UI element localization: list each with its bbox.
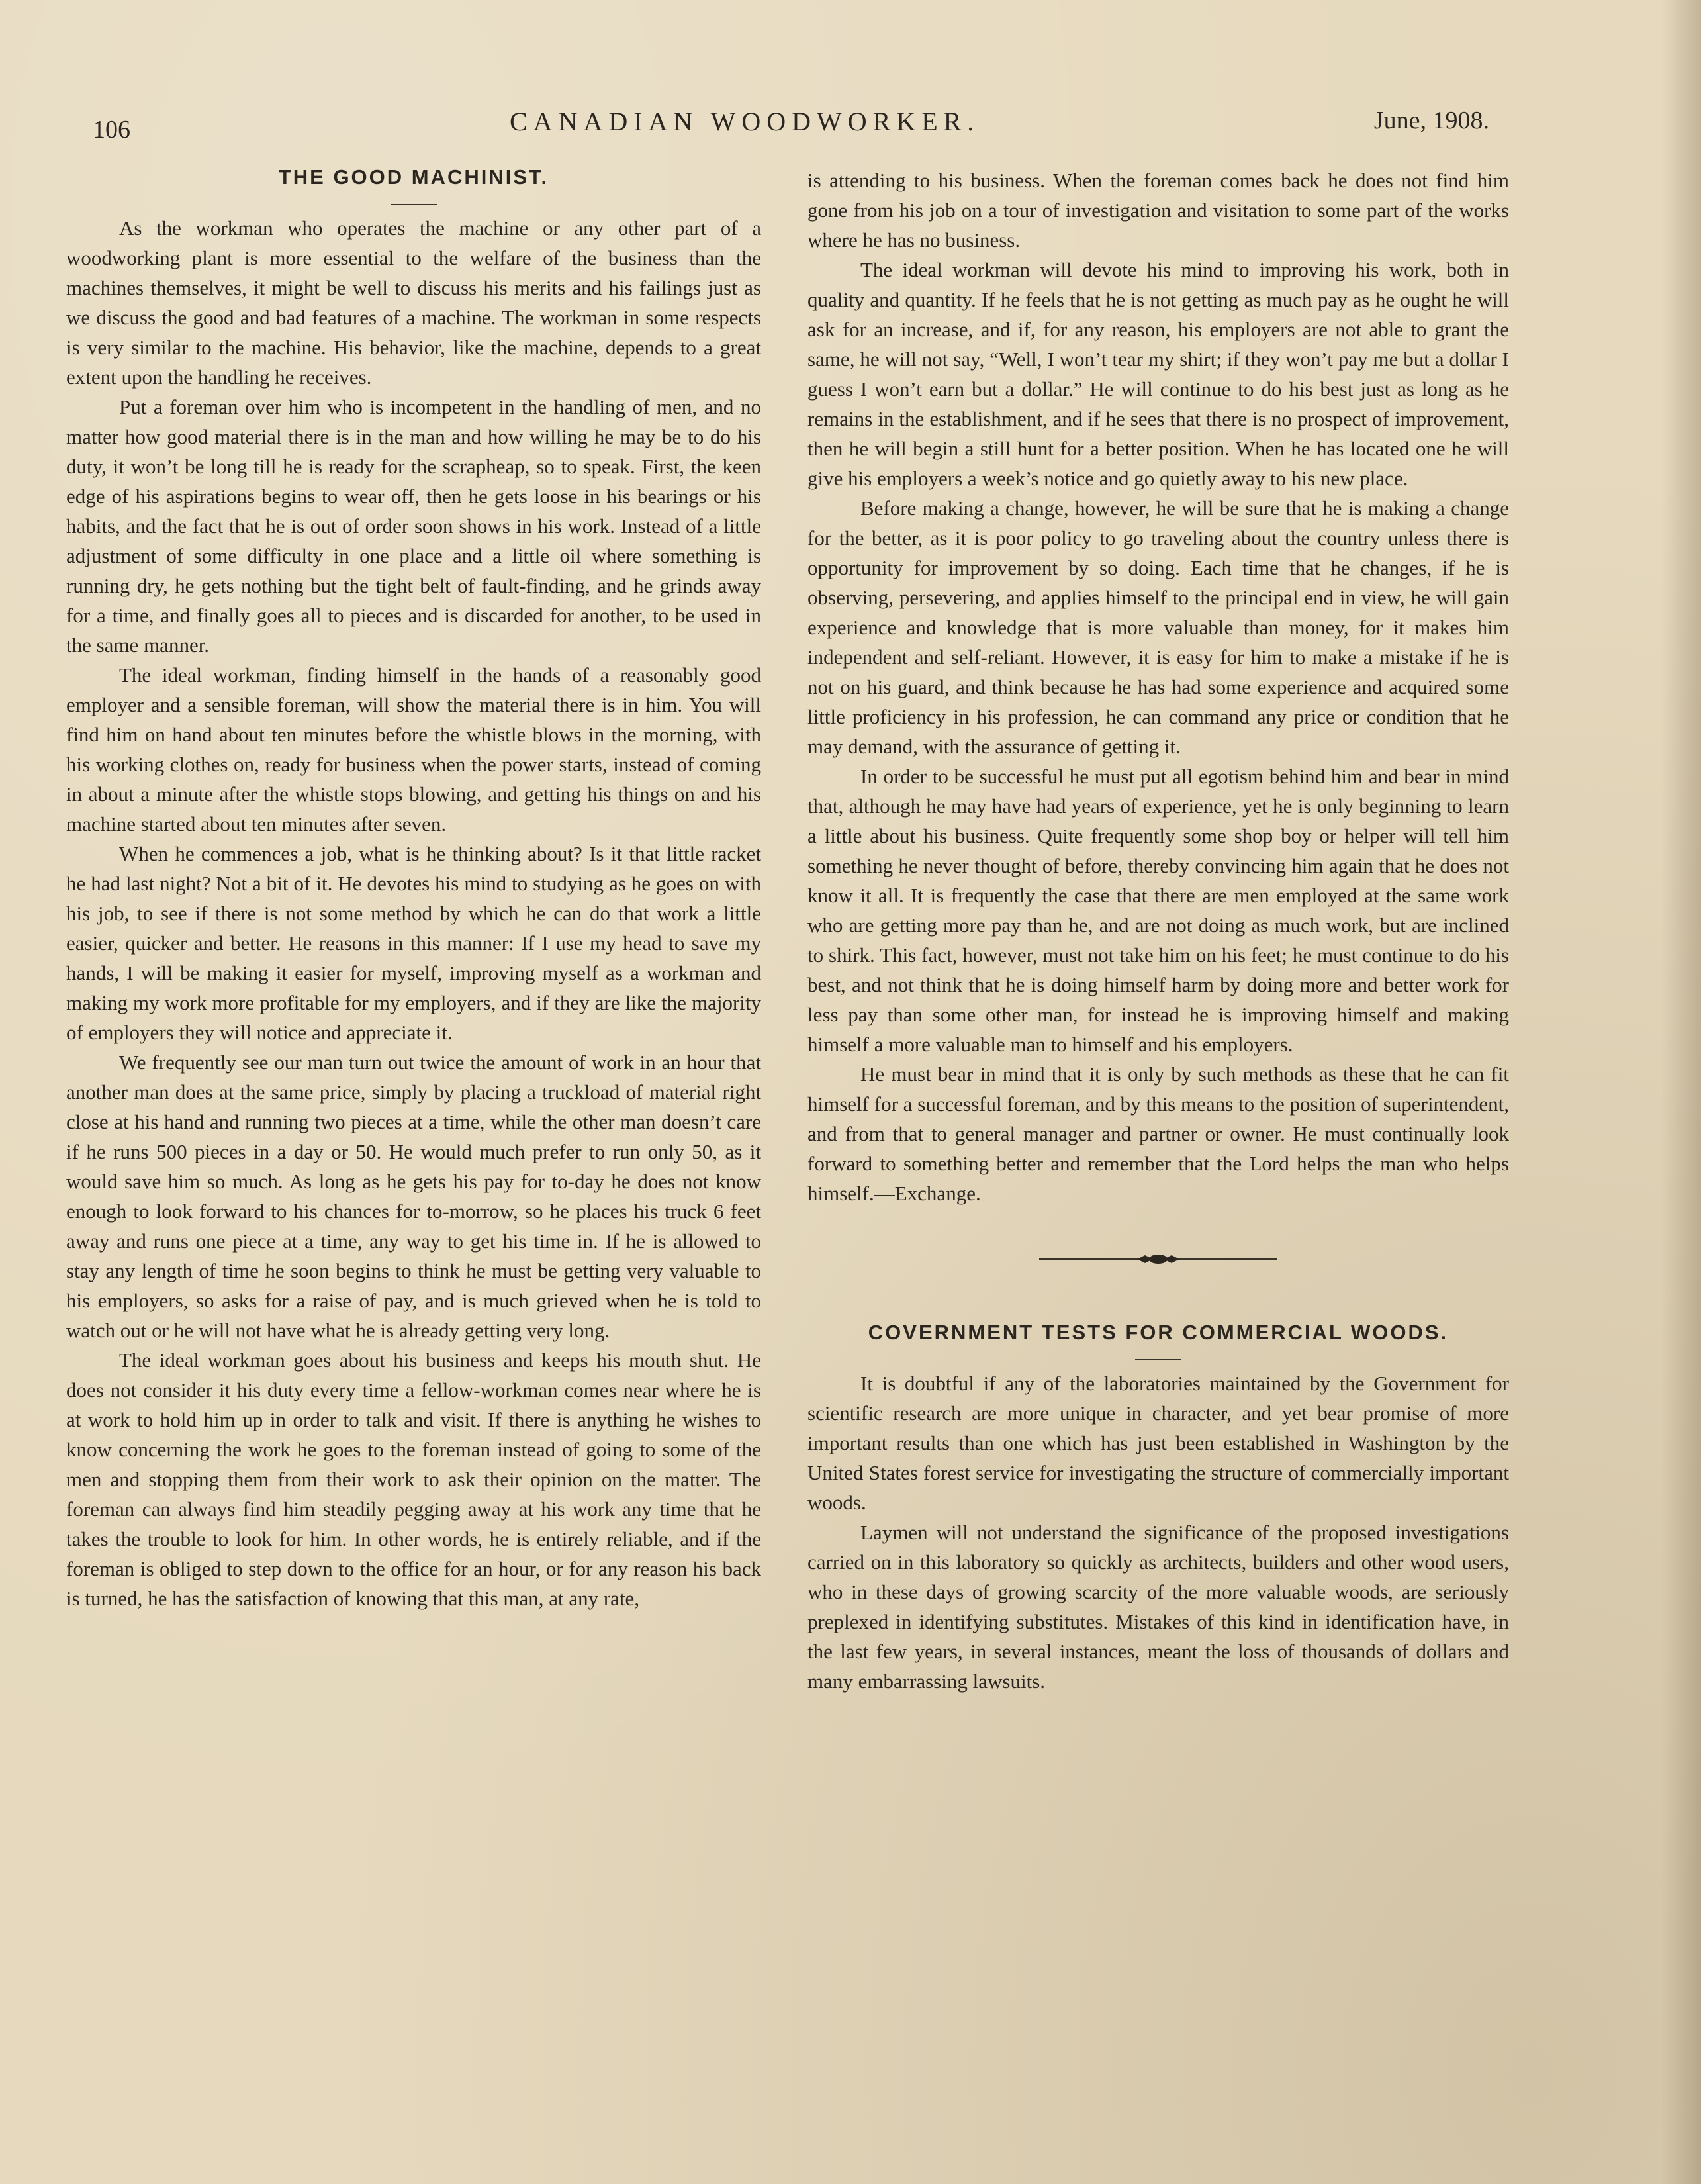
left-column	[66, 166, 761, 1613]
article-paragraph: We frequently see our man turn out twice the amount of work in an hour that another man does at the same price, simply by placing a truckload of material right close at his hand and running two pieces at a time, while the other man doesn’t care if he runs 500 pieces in a day or 50. He would much prefer to run only 50, as it would save him so much. As long as he gets his pay for to-day he does not know enough to look forward to his chances for to-morrow, so he places his truck 6 feet away and runs one piece at a time, any way to get his time in. If he is allowed to stay any length of time he soon begins to think he must be getting very valuable to his employers, so asks for a raise of pay, and is much grieved when he is told to watch out or he will not have what he is already getting very long.	[66, 1051, 761, 1342]
article-paragraph: is attending to his business. When the foreman comes back he does not find him gone from his job on a tour of investigation and visitation to some part of the works where he has no business.	[807, 169, 1509, 252]
article-paragraph: The ideal workman, finding himself in the hands of a reasonably good employer and a sensible foreman, will show the material there is in him. You will find him on hand about ten minutes before the whistle blows in the morning, with his working clothes on, ready for business when the power starts, instead of coming in about a minute after the whistle stops blowing, and getting his things on and his machine started about ten minutes after seven.	[66, 663, 761, 835]
article-paragraph: The ideal workman will devote his mind to improving his work, both in quality and quantity. If he feels that he is not getting as much pay as he ought he will ask for an increase, and if, for any reason, his employers are not able to grant the same, he will not say, “Well, I won’t tear my shirt; if they won’t pay me but a dollar I guess I won’t earn but a dollar.” He will continue to do his best just as long as he remains in the establishment, and if he sees that there is no prospect of improvement, then he will begin a still hunt for a better position. When he has located one he will give his employers a week’s notice and go quietly away to his new place.	[807, 258, 1509, 490]
article-paragraph: Before making a change, however, he will be sure that he is making a change for the better, as it is poor policy to go traveling about the country unless there is opportunity for improvement by so doing. Each time that he changes, if he is observing, persevering, and applies himself to the principal end in view, he will gain experience and knowledge that is more valuable than money, for it makes him independent and self-reliant. However, it is easy for him to make a mistake if he is not on his guard, and think because he has had some experience and acquired some little proficiency in his profession, he can command any price or condition that he may demand, with the assurance of getting it.	[807, 497, 1509, 758]
article-paragraph: When he commences a job, what is he thinking about? Is it that little racket he had last night? Not a bit of it. He devotes his mind to studying as he goes on with his job, to see if there is not some method by which he can do that work a little easier, quicker and better. He reasons in this manner: If I use my head to save my hands, I will be making it easier for myself, improving myself as a workman and making my work more profitable for my employers, and if they are like the majority of employers they will notice and appreciate it.	[66, 842, 761, 1044]
article-title: COVERNMENT TESTS FOR COMMERCIAL WOODS.	[868, 1321, 1449, 1344]
article-paragraph: He must bear in mind that it is only by such methods as these that he can fit himself for a successful foreman, and by this means to the position of superintendent, and from that to general manager and partner or owner. He must continually look forward to something better and remember that the Lord helps the man who helps himself.—Exchange.	[807, 1063, 1509, 1205]
article-title: THE GOOD MACHINIST.	[278, 166, 549, 189]
article-paragraph: Laymen will not understand the significance of the proposed investigations carried on in this laboratory so quickly as architects, builders and other wood users, who in these days of growing scarcity of the more valuable woods, are seriously preplexed in identifying substitutes. Mistakes of this kind in identification have, in the last few years, in several instances, meant the loss of thousands of dollars and many embarrassing lawsuits.	[807, 1521, 1509, 1693]
running-head	[93, 106, 1489, 152]
title-rule	[391, 204, 437, 205]
article-paragraph: It is doubtful if any of the laboratories maintained by the Government for scientific research are more unique in character, and yet bear promise of more important results than one which has just been established in Washington by the United States forest service for investigating the structure of commercially important woods.	[807, 1372, 1509, 1514]
right-column	[807, 166, 1509, 1696]
section-divider	[807, 1249, 1509, 1282]
issue-date: June, 1908.	[1373, 107, 1489, 134]
journal-title: CANADIAN WOODWORKER.	[510, 107, 980, 136]
article-paragraph: The ideal workman goes about his business and keeps his mouth shut. He does not consider it his duty every time a fellow-workman comes near where he is at work to hold him up in order to talk and visit. If there is anything he wishes to know concerning the work he goes to the foreman instead of going to some of the men and stopping them from their work to ask their opinion on the matter. The foreman can always find him steadily pegging away at his work any time that he takes the trouble to look for him. In other words, he is entirely reliable, and if the foreman is obliged to step down to the office for an hour, or for any reason his back is turned, he has the satisfaction of knowing that this man, at any rate,	[66, 1349, 761, 1610]
page-number: 106	[93, 116, 130, 144]
article-paragraph: Put a foreman over him who is incompetent in the handling of men, and no matter how good material there is in the man and how willing he may be to do his duty, it won’t be long till he is ready for the scrapheap, so to speak. First, the keen edge of his aspirations begins to wear off, then he gets loose in his bearings or his habits, and the fact that he is out of order soon shows in his work. Instead of a little adjustment of some difficulty in one place and a little oil where something is running dry, he gets nothing but the tight belt of fault-finding, and he grinds away for a time, and finally goes all to pieces and is discarded for another, to be used in the same manner.	[66, 395, 761, 657]
article-paragraph: In order to be successful he must put all egotism behind him and bear in mind that, although he may have had years of experience, yet he is only beginning to learn a little about his business. Quite frequently some shop boy or helper will tell him something he never thought of before, thereby convincing him again that he does not know it all. It is frequently the case that there are men employed at the same work who are getting more pay than he, and are not doing as much work, but are inclined to shirk. This fact, however, must not take him on his feet; he must continue to do his best, and not think that he is doing himself harm by doing more and better work for less pay than some other man, for instead he is improving himself and making himself a more valuable man to himself and his employers.	[807, 765, 1509, 1056]
title-rule	[1135, 1359, 1181, 1360]
ornament-divider-icon	[1039, 1249, 1277, 1269]
page-spine-shadow	[1661, 0, 1701, 2184]
article-paragraph: As the workman who operates the machine or any other part of a woodworking plant is more essential to the welfare of the business than the machines themselves, it might be well to discuss his merits and his failings just as we discuss the good and bad features of a machine. The workman in some respects is very similar to the machine. His behavior, like the machine, depends to a great extent upon the handling he receives.	[66, 216, 761, 389]
